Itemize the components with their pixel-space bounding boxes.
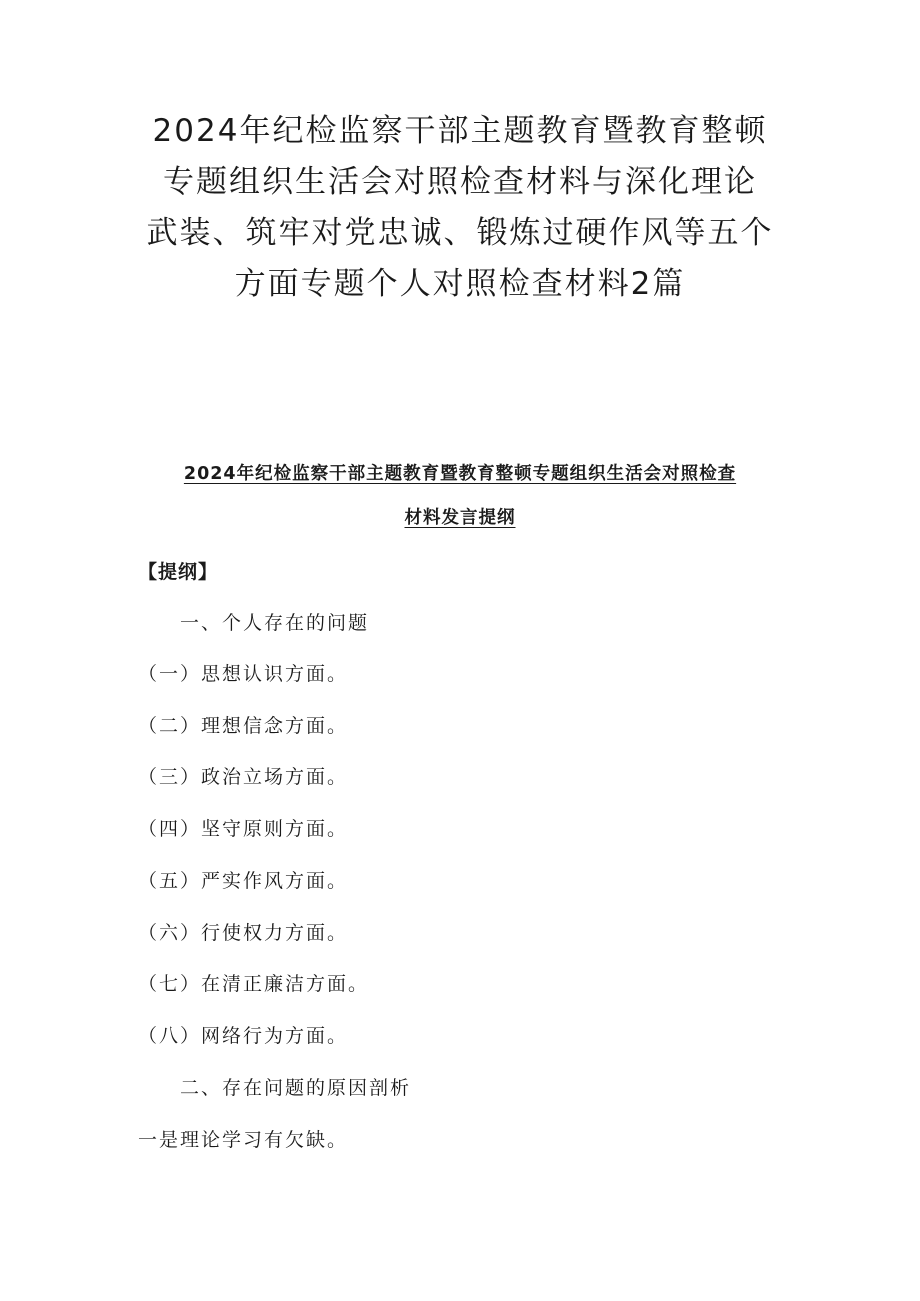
list-item: （六）行使权力方面。	[138, 922, 349, 944]
document-subtitle	[120, 452, 800, 540]
list-item: （一）思想认识方面。	[138, 663, 349, 685]
list-item: （三）政治立场方面。	[138, 766, 349, 788]
subtitle-line: 2024年纪检监察干部主题教育暨教育整顿专题组织生活会对照检查	[183, 464, 737, 484]
list-item: （二）理想信念方面。	[138, 715, 349, 737]
title-line: 武装、筑牢对党忠诚、锻炼过硬作风等五个	[146, 215, 774, 251]
section-heading-1: 一、个人存在的问题	[180, 612, 370, 634]
title-line: 方面专题个人对照检查材料2篇	[234, 266, 686, 302]
list-item: （五）严实作风方面。	[138, 870, 349, 892]
title-line: 专题组织生活会对照检查材料与深化理论	[163, 164, 757, 200]
outline-label: 【提纲】	[138, 561, 219, 583]
document-title	[130, 106, 790, 310]
subtitle-line: 材料发言提纲	[404, 508, 516, 528]
section-heading-2: 二、存在问题的原因剖析	[180, 1077, 412, 1099]
title-line: 2024年纪检监察干部主题教育暨教育整顿	[152, 113, 768, 149]
reason-item: 一是理论学习有欠缺。	[138, 1129, 349, 1151]
list-item: （四）坚守原则方面。	[138, 818, 349, 840]
list-item: （八）网络行为方面。	[138, 1025, 349, 1047]
list-item: （七）在清正廉洁方面。	[138, 973, 370, 995]
